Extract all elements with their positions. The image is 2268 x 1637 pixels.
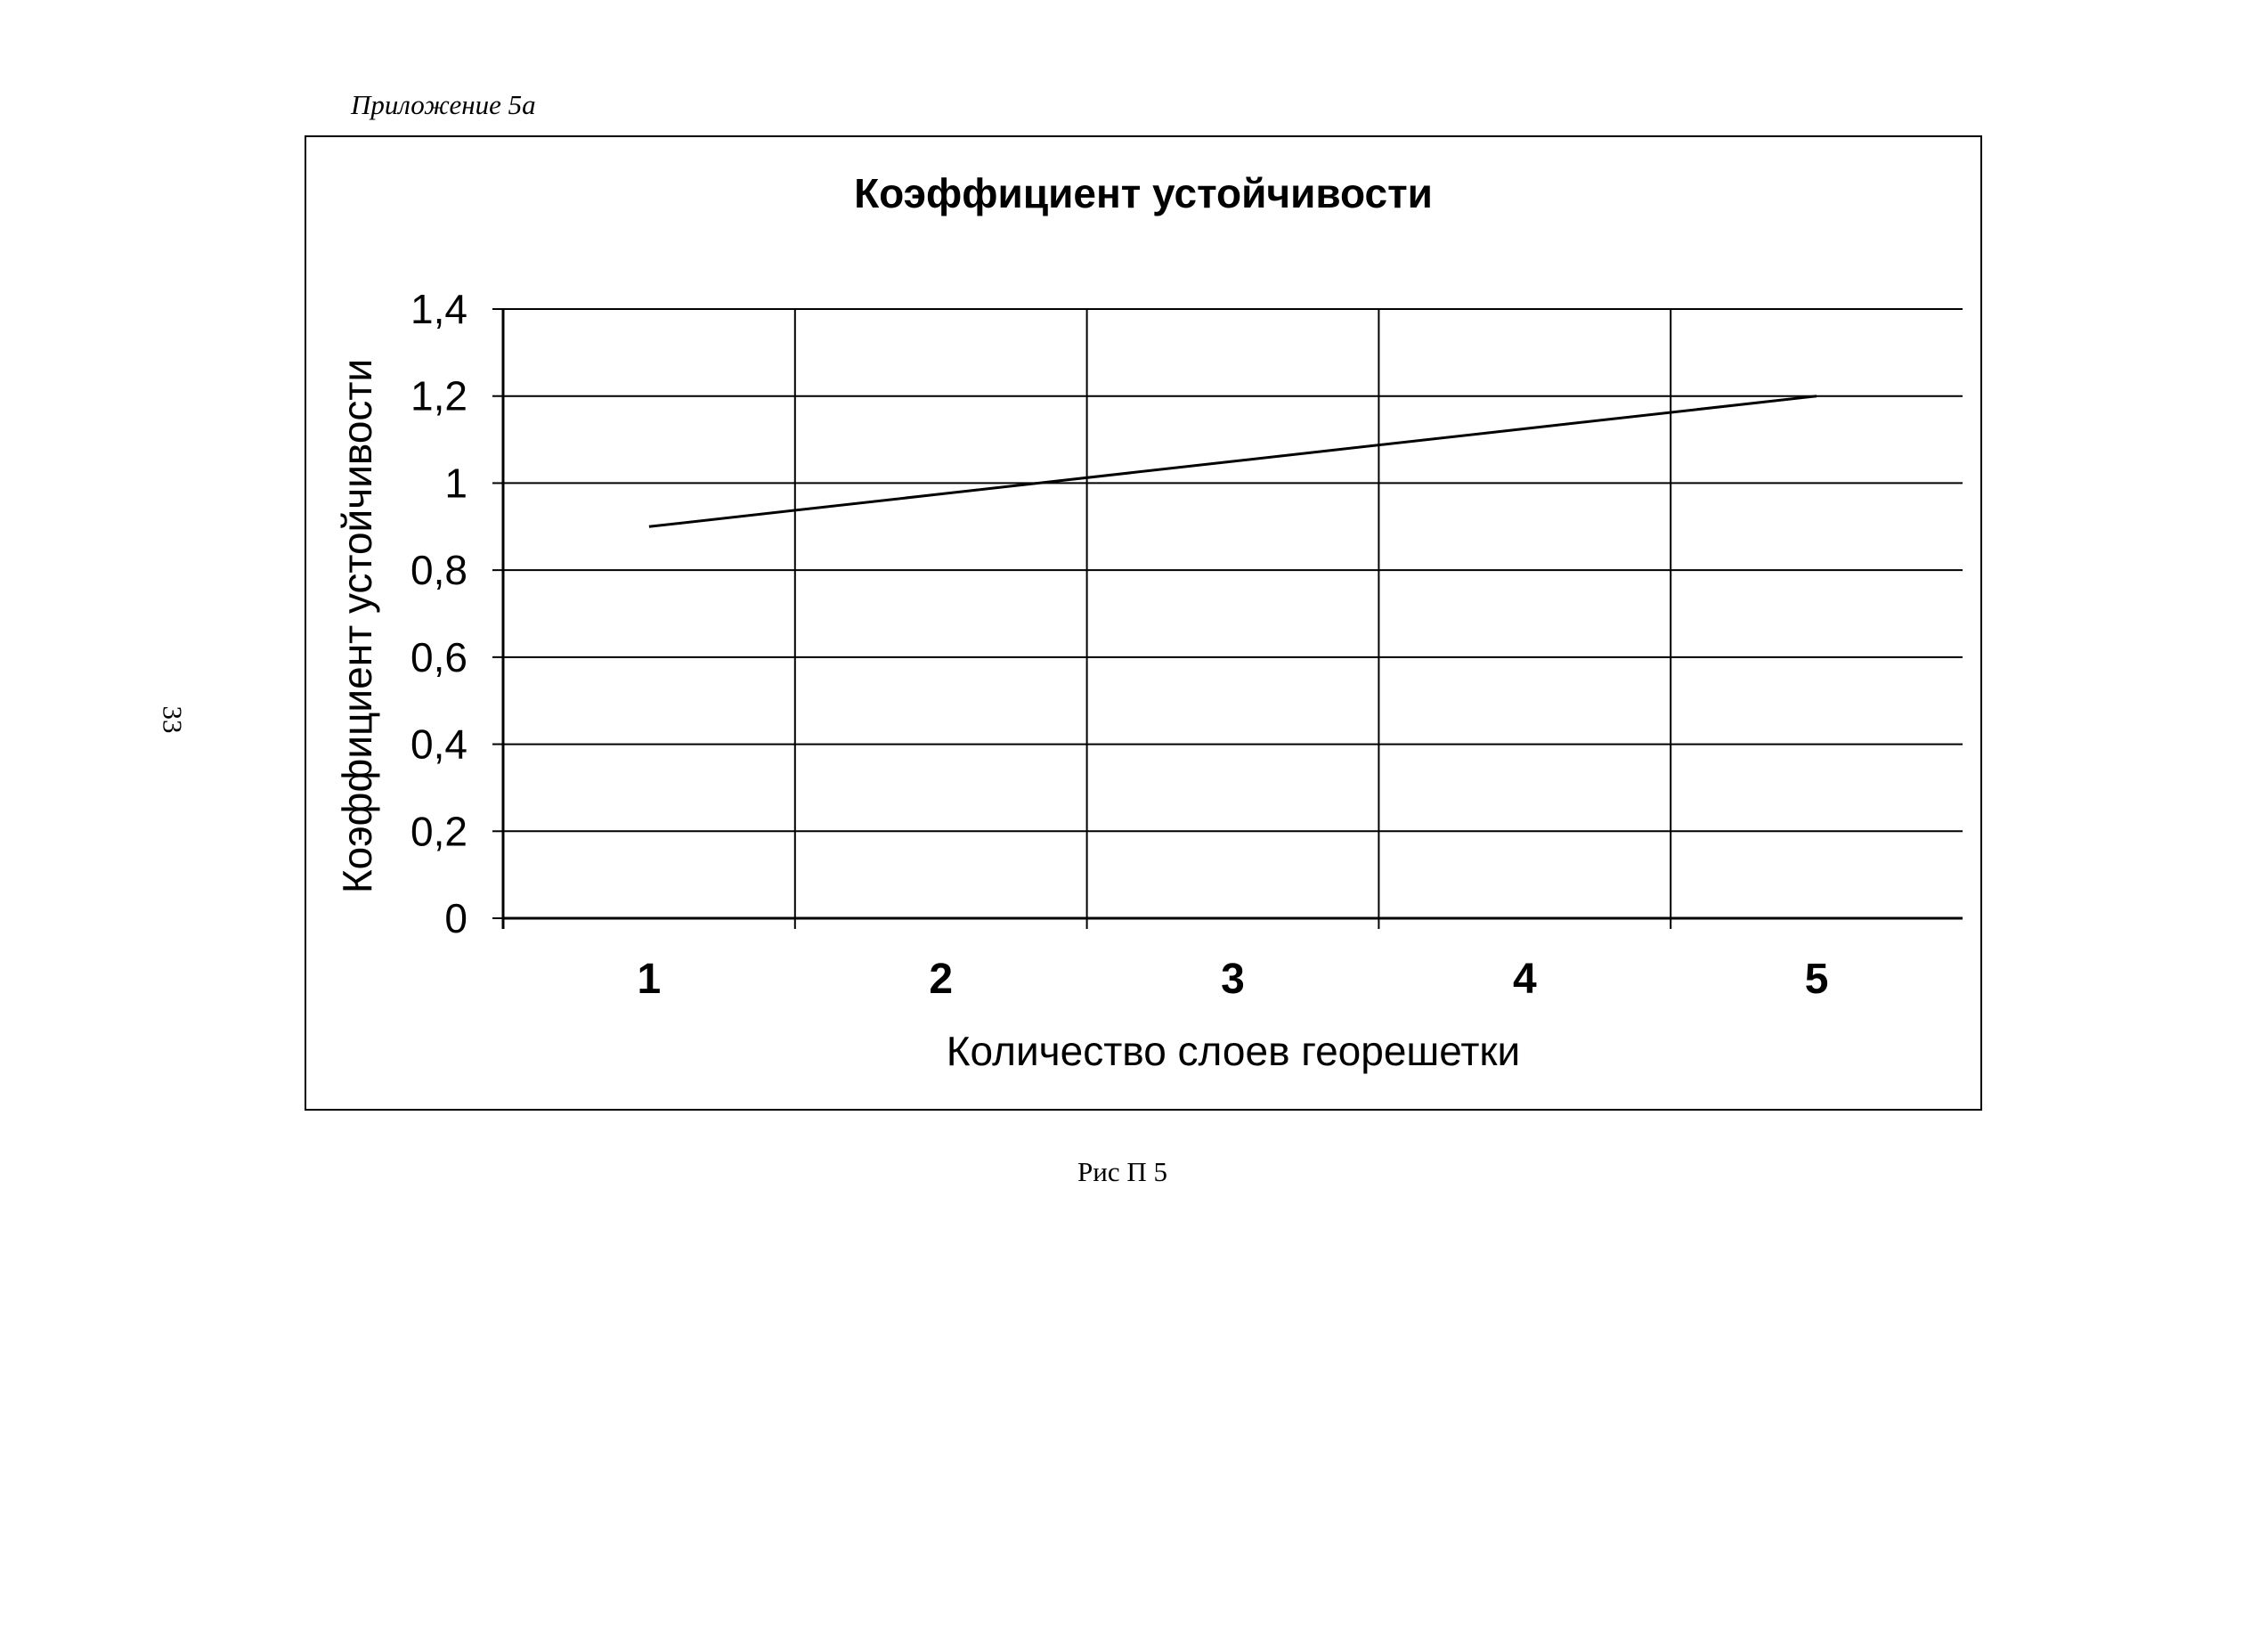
x-tick-label: 5 bbox=[1804, 956, 1829, 1003]
chart-title: Коэффициент устойчивости bbox=[854, 170, 1433, 216]
x-tick-labels bbox=[638, 956, 1829, 1003]
chart-frame bbox=[305, 136, 1981, 1110]
appendix-label: Приложение 5а bbox=[351, 89, 536, 120]
y-axis-label: Коэффициент устойчивости bbox=[334, 358, 380, 894]
y-tick-label: 0 bbox=[444, 895, 467, 941]
axes bbox=[492, 309, 1963, 929]
x-tick-label: 2 bbox=[929, 956, 954, 1003]
y-tick-label: 0,2 bbox=[411, 808, 467, 855]
y-tick-label: 1 bbox=[444, 460, 467, 507]
series-line bbox=[649, 396, 1817, 527]
series bbox=[649, 396, 1817, 527]
grid bbox=[503, 309, 1963, 929]
x-tick-label: 1 bbox=[637, 956, 662, 1003]
y-tick-label: 1,2 bbox=[411, 372, 467, 419]
x-tick-label: 3 bbox=[1221, 956, 1245, 1003]
y-tick-label: 0,4 bbox=[411, 721, 467, 768]
x-tick-label: 4 bbox=[1512, 956, 1537, 1003]
y-tick-label: 1,4 bbox=[411, 286, 467, 332]
y-tick-label: 0,8 bbox=[411, 547, 467, 594]
y-tick-label: 0,6 bbox=[411, 633, 467, 680]
page-number: 33 bbox=[157, 705, 189, 734]
figure-caption: Рис П 5 bbox=[1077, 1156, 1167, 1187]
y-tick-labels bbox=[411, 286, 467, 941]
x-axis-label: Количество слоев георешетки bbox=[946, 1028, 1521, 1074]
